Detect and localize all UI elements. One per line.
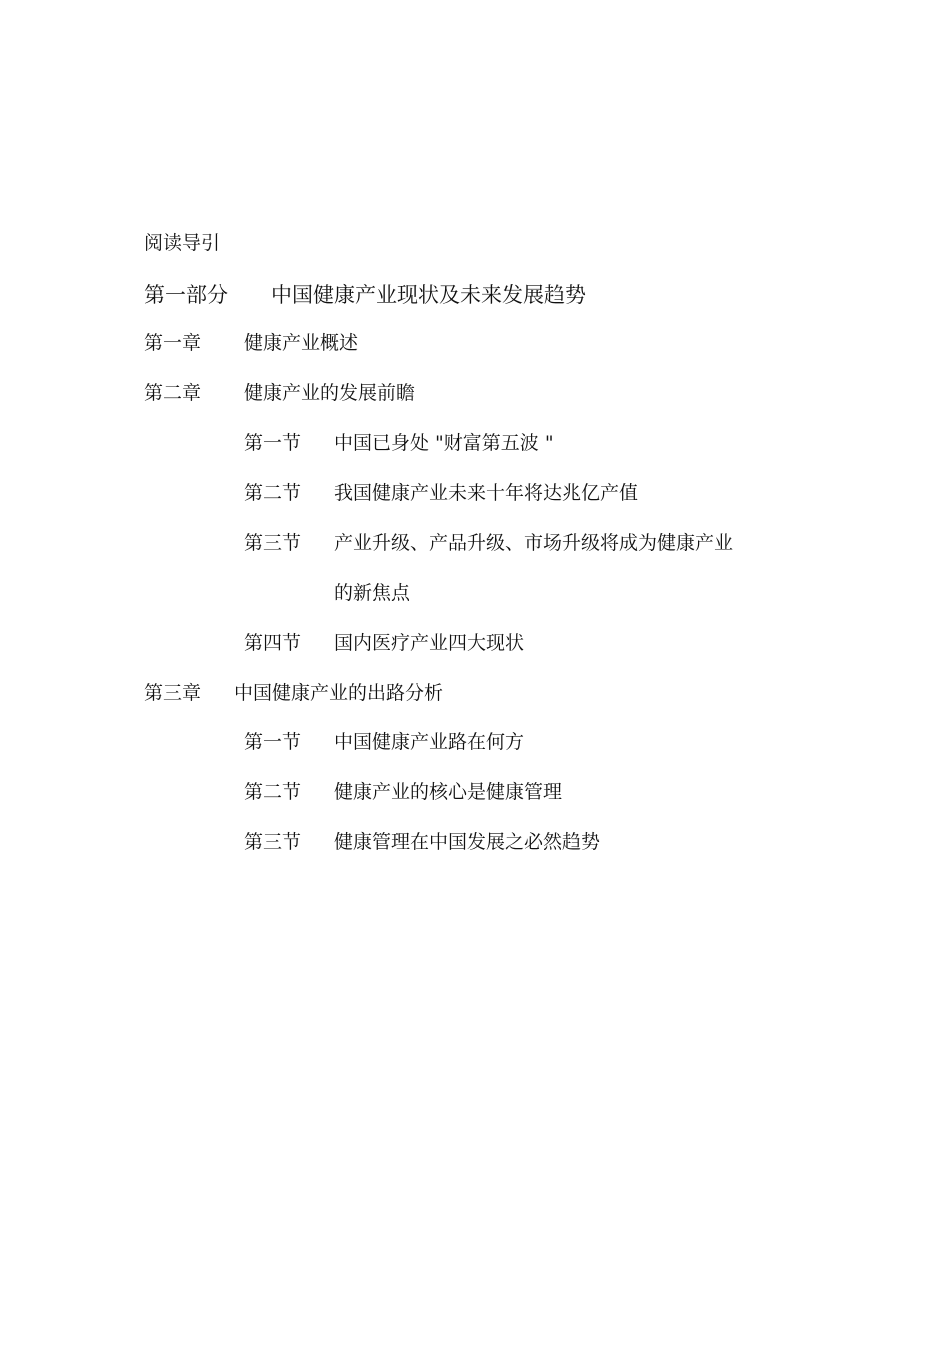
section-label: 第二节 [244,781,302,803]
section-title: 健康管理在中国发展之必然趋势 [334,831,601,853]
chapter-title: 中国健康产业的出路分析 [234,682,444,704]
section-entry [0,833,950,855]
section-title: 国内医疗产业四大现状 [334,632,525,654]
section-entry [0,534,950,556]
section-label: 第二节 [244,482,302,504]
part-1-entry [0,285,950,309]
section-entry [0,484,950,506]
chapter-2-entry [0,384,950,406]
chapter-3-entry [0,684,950,706]
section-label: 第一节 [244,432,302,454]
section-label: 第四节 [244,632,302,654]
section-label: 第一节 [244,731,302,753]
chapter-label: 第三章 [144,682,202,704]
part-label: 第一部分 [144,283,228,307]
section-label: 第三节 [244,532,302,554]
section-title: 我国健康产业未来十年将达兆亿产值 [334,482,639,504]
part-title: 中国健康产业现状及未来发展趋势 [271,283,586,307]
reading-guide-title: 阅读导引 [144,232,221,254]
section-title: 中国健康产业路在何方 [334,731,525,753]
chapter-label: 第二章 [144,382,202,404]
section-title: 中国已身处 "财富第五波 " [334,432,554,454]
chapter-label: 第一章 [144,332,202,354]
section-entry [0,783,950,805]
chapter-1-entry [0,334,950,356]
section-title: 产业升级、产品升级、市场升级将成为健康产业 [334,532,734,554]
section-entry [0,634,950,656]
chapter-title: 健康产业概述 [244,332,359,354]
section-entry [0,733,950,755]
chapter-title: 健康产业的发展前瞻 [244,382,416,404]
section-entry [0,434,950,456]
section-title: 健康产业的核心是健康管理 [334,781,563,803]
section-title-continuation: 的新焦点 [334,582,411,604]
section-label: 第三节 [244,831,302,853]
